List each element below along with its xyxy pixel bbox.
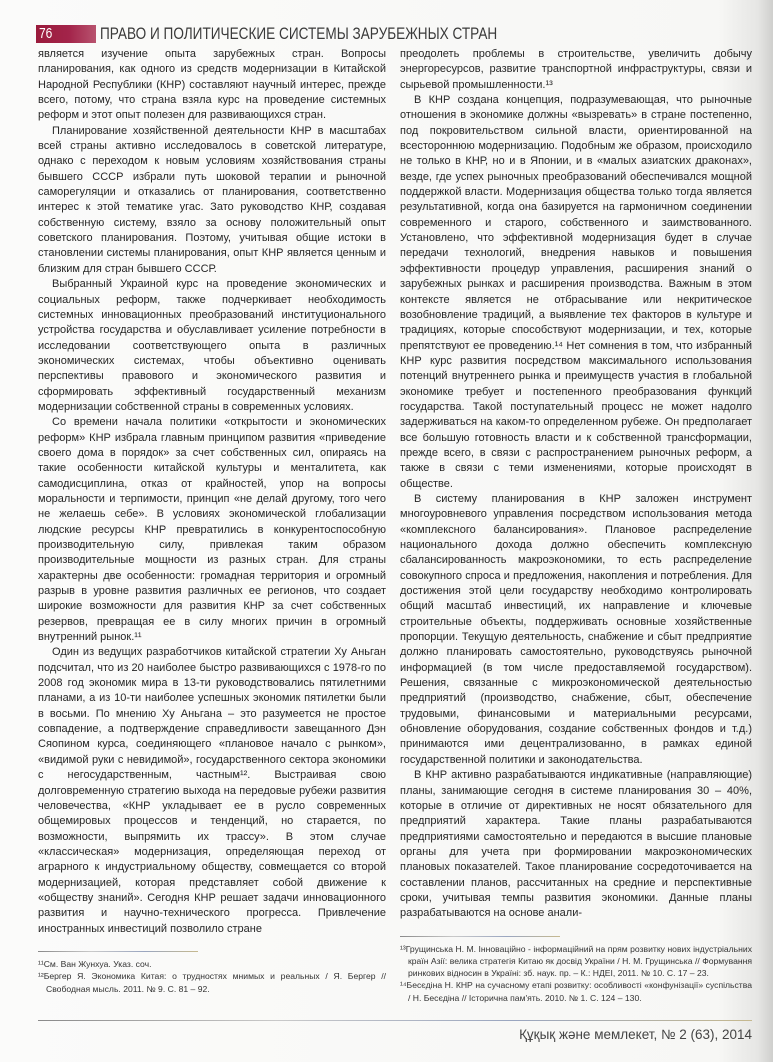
paragraph: В КНР активно разрабатываются индикативные (направляющие) планы, занимающие сегодня в системе планирования 30 – 40%, которые в отличие от директивных не носят обязательного для предприятий характера. Такие планы разрабатываются предприятиями самостоятельно и передаются в высшие плановые органы для учета при формировании макроэкономических плановых показателей. Такое планирование сосредоточивается на составлении планов, рассчитанных на средние и перспективные сроки, учитывая темпы развития экономики. Данные планы разрабатываются на основе анали- bbox=[400, 769, 752, 920]
paragraph: В КНР создана концепция, подразумевающая, что рыночные отношения в экономике должны «вызревать» в стране постепенно, под покровительством сильной власти, ориентированной на всестороннюю модернизацию. Подобным же образом, происходило не только в КНР, но и в Японии, и в «малых азиатских драконах», везде, где успех рыночных преобразований обеспечивался мощной поддержкой власти. Модернизация общества только тогда является результативной, когда она базируется на гармоничном соединении современного и старого, собственного и заимствованного. Установлено, что эффективной модернизация будет в случае передачи технологий, внедрения навыков и повышения эффективности процедур управления, расширения знаний о зарубежных рынках и расширения производства. Важным в этом контексте является не отбрасывание или некритическое возобновление традиций, а выявление тех факторов в культуре и традициях, которые способствуют модернизации, и тех, которые препятствуют ее проведению.¹⁴ Нет сомнения в том, что избранный КНР курс развития посредством максимального использования потенций внутреннего рынка и преимуществ участия в глобальной экономике требует и постепенного преобразования функций государства. Такой поступательный процесс не может надолго задерживаться на каком-то определенном рубеже. Он предполагает все большую готовность власти и к собственной трансформации, прежде всего, в связи с распространением рыночных реформ, а также в связи с теми изменениями, которые происходят в обществе. bbox=[400, 94, 752, 490]
paragraph: В систему планирования в КНР заложен инструмент многоуровневого управления посредством использования метода «комплексного балансирования». Плановое распределение национального дохода должно обеспечить комплексную сбалансированность макроэкономики, то есть распределение совокупного спроса и предложения, накопления и потребления. Для достижения этой цели государству необходимо контролировать общий масштаб инвестиций, их направление и ключевые строительные объекты, поддерживать основные хозяйственные пропорции. Текущую деятельность, снабжение и сбыт предприятие должно планировать самостоятельно, руководствуясь рыночной информацией (в том числе предоставляемой государством). Решения, связанные с микроэкономической деятельностью предприятий (производство, снабжение, сбыт, обеспечение трудовыми, финансовыми и материальными ресурсами, обновление оборудования, создание собственных фондов и т.д.) принимаются ими децентрализованно, в рамках единой государственной политики и законодательства. bbox=[400, 492, 752, 766]
footnotes-left bbox=[38, 958, 386, 995]
footnote-divider-right bbox=[400, 936, 560, 937]
paragraph: Выбранный Украиной курс на проведение экономических и социальных реформ, также подчеркивает необходимость системных инновационных преобразований институционального устройства государства и обуславливает усиление потребности в исследовании соответствующего опыта в различных экономических системах, чтобы объективно оценивать перспективы правового и экономического развития и сформировать эффективный государственный механизм модернизации собственной страны в современных условиях. bbox=[38, 278, 386, 413]
page-number: 76 bbox=[39, 25, 53, 42]
paragraph: Планирование хозяйственной деятельности КНР в масштабах всей страны активно исследовалось в советской литературе, однако с переходом к новым условиям хозяйствования страны бывшего СССР избрали путь шоковой терапии и рыночной саморегуляции и отказались от планирования, соответственно интерес к этой тематике угас. Зато руководство КНР, создавая собственную систему, взяло за основу положительный опыт советского планирования. Поэтому, учитывая общие истоки в становлении системы планирования, опыт КНР является ценным и близким для стран бывшего СССР. bbox=[38, 124, 386, 275]
footnote: ¹²Бергер Я. Экономика Китая: о трудностях мнимых и реальных / Я. Бергер // Свободная мысль. 2011. № 9. С. 81 – 92. bbox=[38, 971, 386, 994]
left-column-wrap bbox=[38, 47, 386, 995]
paragraph: Со времени начала политики «открытости и экономических реформ» КНР избрала главным принципом развития «приведение своего дома в порядок» за счет собственных сил, опираясь на такие особенности китайской культуры и менталитета, как самодисциплина, отказ от крайностей, упор на вопросы моральности и терпимости, принцип «не делай другому, того чего не желаешь себе». В условиях экономической глобализации людские ресурсы КНР превратились в конкурентоспособную производительную силу, привлекая таким образом производительные мощности из разных стран. Для страны характерны две особенности: громадная территория и огромный разрыв в уровне развития различных ее регионов, что создает широкие возможности для развития КНР за счет собственных резервов, превращая ее в силу многих причин в огромный внутренний рынок.¹¹ bbox=[38, 416, 386, 644]
paragraph: Один из ведущих разработчиков китайской стратегии Ху Аньган подсчитал, что из 20 наиболее быстро развивающихся с 1978-го по 2008 год экономик мира в 13-ти руководствовались пятилетними планами, а из 10-ти наиболее успешных экономик пятилетки были в восьми. По мнению Ху Аньгана – это разумеется не простое совпадение, а подтверждение справедливости завещанного Дэн Сяопином курса, соединяющего «плановое начало с рынком», «видимой руки с невидимой», государственного сектора экономики с негосударственным, частным¹². Выстраивая свою долговременную стратегию выхода на передовые рубежи развития человечества, «КНР укладывает ее в русло современных общемировых процессов и тенденций, но старается, по возможности, выпрямить их трассу». В этом случае «классическая» модернизация, определяющая переход от аграрного к индустриальному обществу, совмещается со второй модернизацией, которая представляет собой движение к «обществу знаний». Сегодня КНР решает задачи инновационного развития и научно-технического прогресса. Привлечение иностранных инвестиций позволило стране bbox=[38, 646, 386, 935]
right-column bbox=[400, 47, 752, 922]
paragraph: является изучение опыта зарубежных стран. Вопросы планирования, как одного из средств модернизации в Китайской Народной Республики (КНР) составляют научный интерес, прежде всего, потому, что страна взяла курс на проведение системных реформ и этот опыт полезен для развивающихся стран. bbox=[38, 48, 386, 122]
left-column bbox=[38, 47, 386, 937]
journal-footer: Құқық және мемлекет, № 2 (63), 2014 bbox=[519, 1027, 752, 1043]
footnote: ¹¹См. Ван Жунхуа. Указ. соч. bbox=[38, 958, 152, 969]
page-bottom bbox=[38, 1020, 752, 1062]
footnote-divider-left bbox=[38, 951, 198, 952]
footnotes-right bbox=[400, 943, 752, 1004]
paragraph: преодолеть проблемы в строительстве, увеличить добычу энергоресурсов, развитие транспортной инфраструктуры, связи и сырьевой промышленности.¹³ bbox=[400, 48, 752, 91]
right-column-wrap bbox=[400, 47, 752, 1004]
section-title: ПРАВО И ПОЛИТИЧЕСКИЕ СИСТЕМЫ ЗАРУБЕЖНЫХ СТРАН bbox=[100, 24, 498, 43]
body-columns bbox=[38, 0, 752, 1004]
footer-rule bbox=[38, 1020, 752, 1021]
footnote: ¹³Грущинська Н. М. Інноваційно - інформаційний на прям розвитку нових індустріальних країн Азії: велика стратегія Китаю як досвід України / Н. М. Грущинська // Формування ринкових відносин в Україні: зб. наук. пр. – К.: НДЕІ, 2011. № 10. С. 17 – 23. bbox=[400, 943, 752, 979]
footnote: ¹⁴Бесєдіна Н. КНР на сучасному етапі розвитку: особливості «конфунізації» суспільства / Н. Бесєдіна // Історична пам'ять. 2010. № 1. С. 124 – 130. bbox=[400, 980, 752, 1003]
